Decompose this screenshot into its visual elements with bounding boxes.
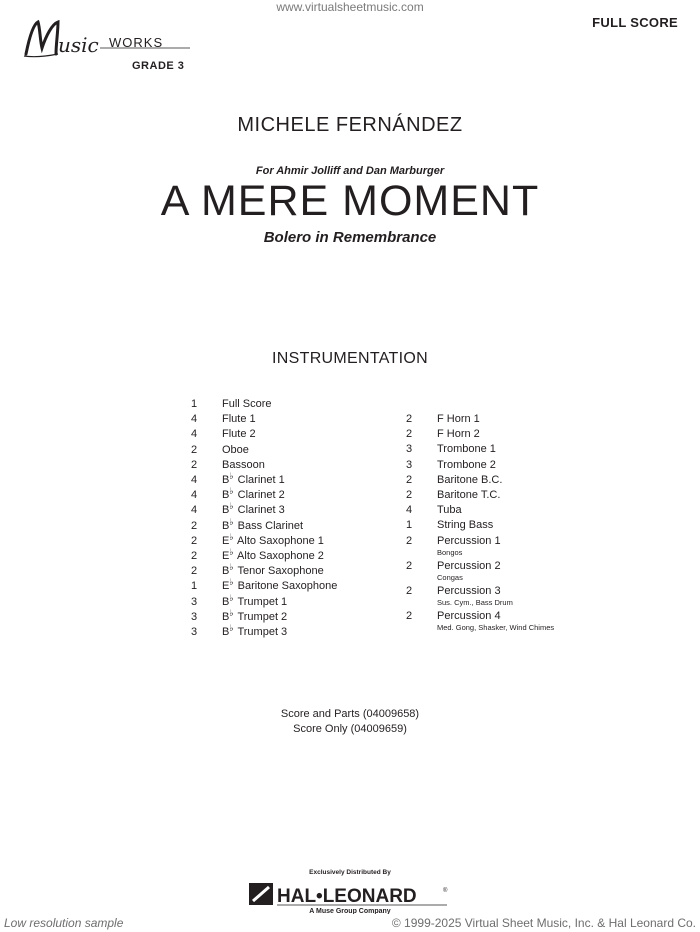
instrument-quantity: 4	[191, 504, 198, 517]
instrument-name: Clarinet 2	[237, 489, 285, 502]
instrument-quantity: 4	[191, 474, 198, 487]
instrument-quantity: 4	[191, 428, 198, 441]
instrument-quantity: 2	[406, 473, 413, 486]
flat-sign-icon: ♭	[229, 623, 234, 634]
instrument-key: E	[222, 534, 230, 547]
instrument-quantity: 2	[191, 458, 198, 471]
instrument-row	[406, 473, 554, 488]
instrument-row	[406, 488, 554, 503]
svg-text:usic: usic	[58, 33, 99, 57]
instrument-quantity: 3	[191, 610, 198, 623]
instrument-quantity: 2	[191, 519, 198, 532]
full-score-label: FULL SCORE	[592, 15, 678, 30]
instrument-quantity: 1	[191, 580, 198, 593]
instrument-row	[406, 559, 554, 584]
instrument-quantity: 3	[191, 595, 198, 608]
score-and-parts-edition: Score and Parts (04009658)	[280, 708, 420, 720]
instrument-name: Tenor Saxophone	[237, 565, 324, 578]
instrument-quantity: 2	[191, 443, 198, 456]
instrument-quantity: 2	[406, 559, 413, 572]
instrument-quantity: 2	[406, 413, 413, 425]
instrument-name: Percussion 2	[437, 559, 501, 572]
flat-sign-icon: ♭	[229, 547, 234, 558]
instrument-detail: Bongos	[437, 547, 463, 557]
instrument-name: Trumpet 1	[237, 595, 288, 608]
instrument-quantity: 2	[406, 489, 413, 502]
instrument-row	[191, 397, 337, 412]
instrument-row	[191, 564, 337, 579]
instrument-name: Flute 2	[222, 428, 256, 441]
hal-leonard-tagline: A Muse Group Company	[309, 908, 391, 914]
instrumentation-left-column	[191, 397, 337, 640]
instrument-name: String Bass	[437, 519, 494, 532]
copyright-notice: © 1999-2025 Virtual Sheet Music, Inc. & Hal Leonard Co.	[391, 916, 696, 930]
instrument-row	[191, 531, 337, 549]
instrument-name: Percussion 3	[437, 584, 501, 597]
instrument-row	[191, 607, 337, 625]
instrument-row	[406, 458, 554, 473]
flat-sign-icon: ♭	[229, 471, 234, 482]
instrument-quantity: 3	[406, 443, 413, 456]
instrument-detail: Sus. Cym., Bass Drum	[437, 597, 513, 607]
instrument-name: Flute 1	[222, 413, 256, 426]
instrument-key: B	[222, 565, 230, 578]
instrument-row	[191, 579, 337, 594]
instrument-name: Oboe	[222, 443, 249, 456]
registered-mark: ®	[443, 888, 448, 894]
instrument-name: Trumpet 3	[237, 626, 288, 639]
instrument-row	[406, 609, 554, 634]
instrument-quantity: 1	[406, 519, 413, 532]
instrument-row	[406, 442, 554, 457]
instrument-row	[191, 592, 337, 610]
instrument-name: Bass Clarinet	[237, 519, 304, 532]
instrument-detail: Med. Gong, Shasker, Wind Chimes	[437, 622, 555, 632]
instrument-row	[191, 427, 337, 442]
piece-subtitle: Bolero in Remembrance	[263, 229, 437, 246]
watermark-url: www.virtualsheetmusic.com	[276, 0, 424, 14]
instrument-name: F Horn 1	[437, 413, 480, 425]
instrument-quantity: 3	[406, 458, 413, 471]
instrument-key: B	[222, 626, 230, 639]
instrument-quantity: 4	[191, 413, 198, 426]
flat-sign-icon: ♭	[229, 531, 234, 542]
instrument-name: F Horn 2	[437, 428, 480, 441]
instrument-key: E	[222, 580, 230, 593]
instrument-name: Alto Saxophone 2	[237, 550, 324, 563]
instrument-row	[191, 473, 337, 488]
flat-sign-icon: ♭	[229, 592, 234, 603]
instrument-name: Clarinet 3	[237, 504, 285, 517]
instrument-quantity: 2	[406, 428, 413, 441]
instrument-name: Percussion 4	[437, 609, 501, 622]
instrument-quantity: 2	[191, 534, 198, 547]
instrument-row	[191, 516, 337, 534]
instrument-key: B	[222, 504, 230, 517]
instrument-name: Baritone T.C.	[437, 489, 501, 502]
instrument-quantity: 4	[406, 504, 413, 517]
instrument-name: Baritone B.C.	[437, 473, 503, 486]
instrumentation-heading: INSTRUMENTATION	[272, 350, 428, 367]
instrument-key: E	[222, 550, 230, 563]
composer-name: MICHELE FERNÁNDEZ	[237, 114, 463, 136]
instrument-key: B	[222, 610, 230, 623]
instrument-row	[191, 412, 337, 427]
editions-block	[0, 707, 700, 737]
instrument-quantity: 3	[191, 626, 198, 639]
flat-sign-icon: ♭	[229, 486, 234, 497]
instrument-key: B	[222, 595, 230, 608]
flat-sign-icon: ♭	[229, 577, 234, 588]
instrument-quantity: 2	[406, 584, 413, 597]
instrument-name: Tuba	[437, 504, 462, 517]
instrument-quantity: 1	[191, 398, 198, 410]
instrument-name: Trumpet 2	[237, 610, 288, 623]
flat-sign-icon: ♭	[229, 562, 234, 573]
instrument-key: B	[222, 489, 230, 502]
instrument-quantity: 2	[406, 609, 413, 622]
instrument-row	[191, 488, 337, 503]
hal-leonard-name: HAL•LEONARD	[277, 886, 417, 907]
instrument-row	[191, 458, 337, 473]
low-resolution-note: Low resolution sample	[4, 916, 124, 930]
instrument-row	[406, 503, 554, 518]
instrument-name: Percussion 1	[437, 534, 501, 547]
instrument-quantity: 2	[191, 550, 198, 563]
instrument-key: B	[222, 474, 230, 487]
instrumentation-right-column	[406, 412, 554, 634]
instrument-detail: Congas	[437, 572, 463, 582]
instrument-row	[406, 518, 554, 533]
instrument-row	[191, 549, 337, 564]
instrument-name: Alto Saxophone 1	[237, 534, 324, 547]
piece-title: A MERE MOMENT	[160, 177, 540, 225]
logo-works-text: WORKS	[109, 35, 164, 50]
instrument-row	[406, 584, 554, 609]
instrument-row	[406, 412, 554, 427]
flat-sign-icon: ♭	[229, 516, 234, 527]
instrument-name: Bassoon	[222, 458, 265, 471]
grade-label: GRADE 3	[132, 60, 185, 72]
instrument-quantity: 4	[191, 489, 198, 502]
flat-sign-icon: ♭	[229, 607, 234, 618]
dedication: For Ahmir Jolliff and Dan Marburger	[255, 165, 445, 177]
score-only-edition: Score Only (04009659)	[293, 723, 407, 735]
instrument-name: Clarinet 1	[237, 474, 285, 487]
instrument-quantity: 2	[406, 534, 413, 547]
instrument-key: B	[222, 519, 230, 532]
instrument-row	[406, 534, 554, 559]
instrument-row	[191, 503, 337, 518]
instrument-name: Baritone Saxophone	[237, 580, 338, 593]
instrument-row	[191, 625, 337, 640]
instrument-name: Trombone 1	[437, 443, 496, 456]
flat-sign-icon: ♭	[229, 501, 234, 512]
hal-leonard-logo	[247, 874, 453, 914]
instrument-name: Trombone 2	[437, 458, 496, 471]
instrument-quantity: 2	[191, 565, 198, 578]
instrument-name: Full Score	[222, 398, 272, 410]
instrument-row	[406, 427, 554, 442]
instrument-row	[191, 443, 337, 458]
distributed-by-label: Exclusively Distributed By	[309, 869, 391, 876]
